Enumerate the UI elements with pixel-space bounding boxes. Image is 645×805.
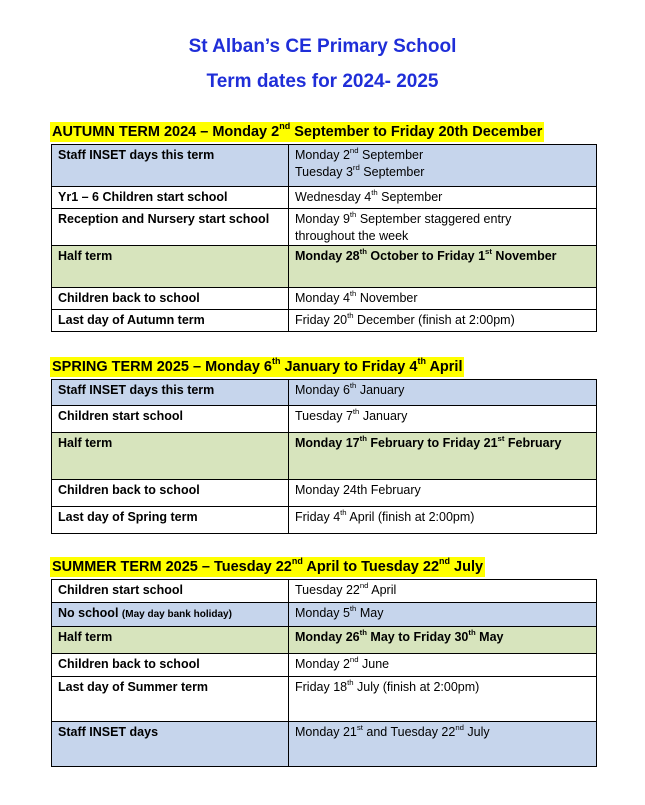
table-row [52, 145, 597, 187]
spring-term-table [51, 379, 597, 534]
table-row [52, 507, 597, 534]
row-label: No school (May day bank holiday) [52, 603, 289, 627]
row-value: Monday 21st and Tuesday 22nd July [289, 722, 597, 767]
table-row [52, 406, 597, 433]
row-label: Yr1 – 6 Children start school [52, 187, 289, 209]
row-value: Monday 5th May [289, 603, 597, 627]
row-label: Children back to school [52, 480, 289, 507]
row-value: Tuesday 22nd April [289, 580, 597, 603]
row-label: Half term [52, 627, 289, 654]
row-value: Monday 2nd September Tuesday 3rd September [289, 145, 597, 187]
table-row [52, 433, 597, 480]
row-value: Monday 4th November [289, 288, 597, 310]
row-label: Staff INSET days this term [52, 380, 289, 406]
row-value: Monday 28th October to Friday 1st November [289, 246, 597, 288]
row-label: Staff INSET days [52, 722, 289, 767]
summer-term-table [51, 579, 597, 767]
table-row [52, 480, 597, 507]
table-row [52, 380, 597, 406]
row-value: Friday 4th April (finish at 2:00pm) [289, 507, 597, 534]
spring-term-heading: SPRING TERM 2025 – Monday 6th January to Friday 4th April [52, 355, 463, 375]
table-row [52, 246, 597, 288]
row-label: Children start school [52, 580, 289, 603]
autumn-term-heading: AUTUMN TERM 2024 – Monday 2nd September to Friday 20th December [52, 120, 543, 140]
school-name-heading: St Alban’s CE Primary School [188, 36, 457, 57]
row-label: Half term [52, 246, 289, 288]
row-value: Monday 2nd June [289, 654, 597, 677]
row-label: Staff INSET days this term [52, 145, 289, 187]
summer-term-heading: SUMMER TERM 2025 – Tuesday 22nd April to Tuesday 22nd July [52, 555, 484, 575]
row-label: Last day of Autumn term [52, 310, 289, 332]
row-label: Reception and Nursery start school [52, 209, 289, 246]
table-row [52, 209, 597, 246]
row-label: Children back to school [52, 288, 289, 310]
row-value: Monday 17th February to Friday 21st February [289, 433, 597, 480]
row-value: Monday 24th February [289, 480, 597, 507]
row-value: Monday 6th January [289, 380, 597, 406]
table-row [52, 654, 597, 677]
table-row [52, 310, 597, 332]
row-label: Half term [52, 433, 289, 480]
row-label: Last day of Summer term [52, 677, 289, 722]
row-value: Friday 20th December (finish at 2:00pm) [289, 310, 597, 332]
table-row [52, 677, 597, 722]
table-row [52, 603, 597, 627]
term-dates-heading: Term dates for 2024- 2025 [206, 71, 439, 92]
table-row [52, 627, 597, 654]
table-row [52, 722, 597, 767]
row-value: Monday 26th May to Friday 30th May [289, 627, 597, 654]
table-row [52, 580, 597, 603]
autumn-term-table [51, 144, 597, 332]
row-label: Last day of Spring term [52, 507, 289, 534]
row-label: Children start school [52, 406, 289, 433]
row-value: Monday 9th September staggered entry throughout the week [289, 209, 597, 246]
row-value: Tuesday 7th January [289, 406, 597, 433]
table-row [52, 288, 597, 310]
table-row [52, 187, 597, 209]
row-value: Wednesday 4th September [289, 187, 597, 209]
row-label: Children back to school [52, 654, 289, 677]
row-value: Friday 18th July (finish at 2:00pm) [289, 677, 597, 722]
